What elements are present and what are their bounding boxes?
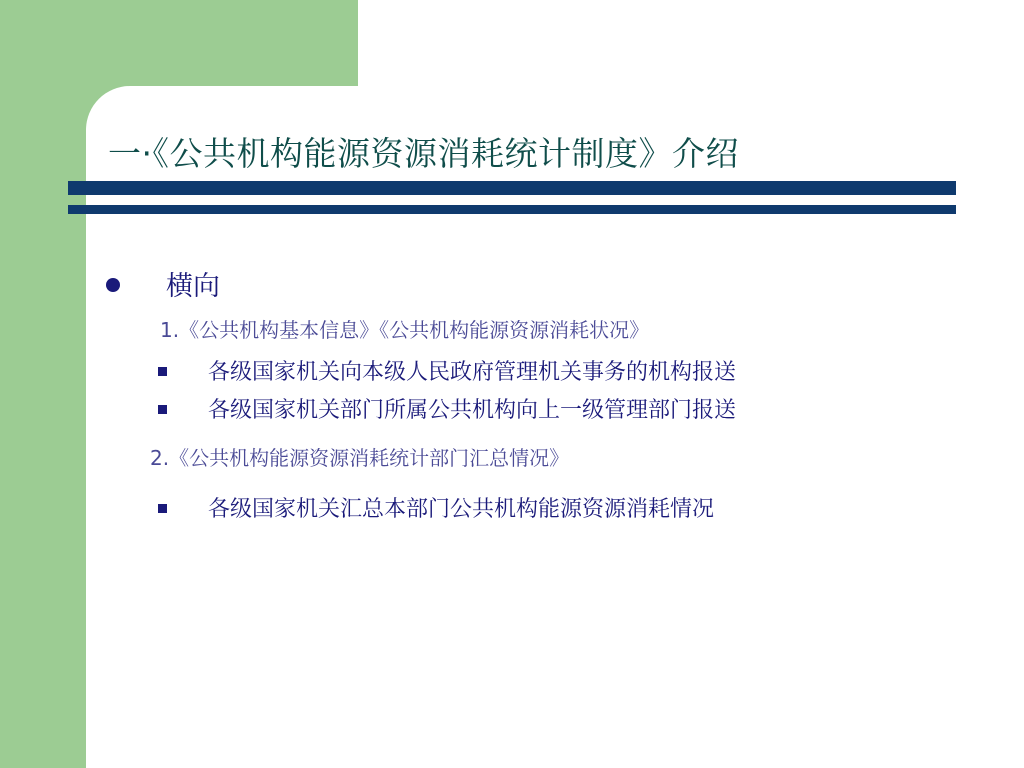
slide-title: 一·《公共机构能源资源消耗统计制度》介绍 (108, 134, 739, 173)
square-bullet-icon (158, 504, 167, 513)
background-white-top (358, 0, 1024, 86)
section-heading-1: 1.《公共机构基本信息》《公共机构能源资源消耗状况》 (160, 318, 650, 342)
square-bullet-icon (158, 367, 167, 376)
bullet-heading: 横向 (166, 271, 220, 302)
list-item: 各级国家机关汇总本部门公共机构能源资源消耗情况 (208, 497, 715, 522)
list-item: 各级国家机关部门所属公共机构向上一级管理部门报送 (208, 398, 737, 423)
title-rule-thick (68, 181, 956, 195)
section-heading-2: 2.《公共机构能源资源消耗统计部门汇总情况》 (150, 446, 570, 470)
square-bullet-icon (158, 405, 167, 414)
bullet-dot-icon (106, 278, 120, 292)
list-item: 各级国家机关向本级人民政府管理机关事务的机构报送 (208, 360, 737, 385)
background-green-block (0, 0, 358, 86)
title-rule-thin (68, 205, 956, 214)
